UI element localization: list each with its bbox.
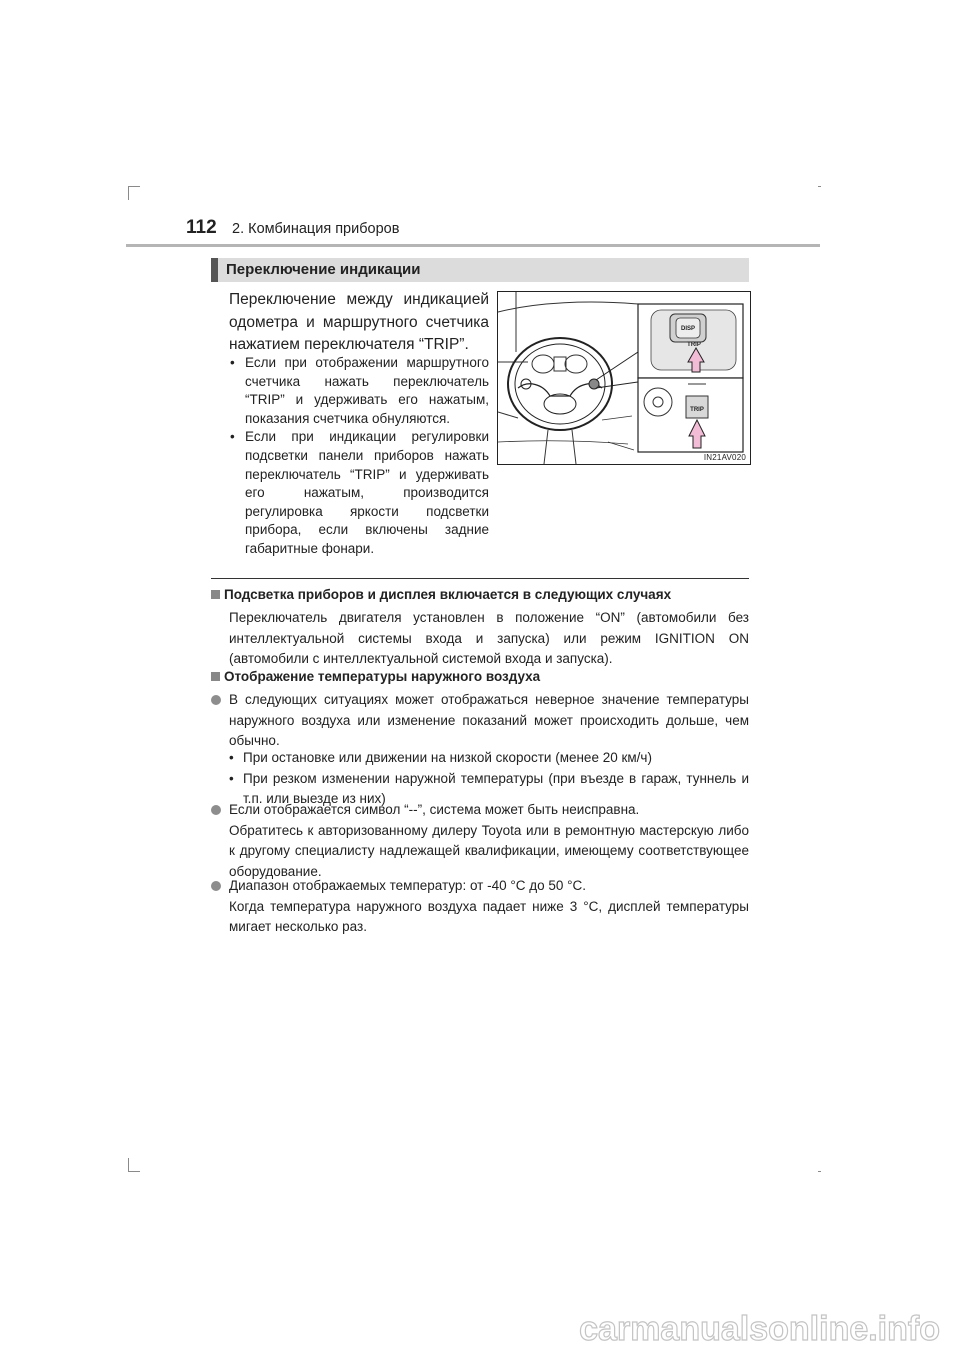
note-heading-text: Подсветка приборов и дисплея включается в следующих случаях xyxy=(224,587,672,602)
bullet-mark: • xyxy=(229,770,234,786)
steering-wheel-illustration xyxy=(497,291,751,465)
header-rule xyxy=(126,244,820,247)
circle-bullet-icon xyxy=(211,881,221,891)
note-point xyxy=(211,800,749,882)
crop-mark-bottom-right xyxy=(818,1171,821,1172)
note-point-text-continued: Когда температура наружного воздуха падает ниже 3 °C, дисплей температуры мигает несколько раз. xyxy=(229,898,749,934)
note-point-text-continued: Обратитесь к авторизованному дилеру Toyota или в ремонтную мастерскую либо к другому специалисту надлежащей квалификации, имеющему соответствующее оборудование. xyxy=(229,822,749,879)
trip-button-label: TRIP xyxy=(687,342,701,348)
section-bullet-list xyxy=(229,354,489,559)
note-point xyxy=(211,876,749,938)
figure-caption: IN21AV020 xyxy=(703,453,746,462)
note-point-text: Диапазон отображаемых температур: от -40 °C до 50 °C. xyxy=(229,878,587,893)
section-heading xyxy=(211,258,749,282)
section-heading-bar xyxy=(211,258,218,282)
crop-mark-bottom-left-h xyxy=(128,1171,140,1172)
page-number: 112 xyxy=(186,217,217,238)
square-bullet-icon xyxy=(211,672,220,681)
square-bullet-icon xyxy=(211,590,220,599)
note-heading-text: Отображение температуры наружного воздуха xyxy=(224,669,541,684)
note-heading-temperature xyxy=(211,669,540,684)
bullet-mark: • xyxy=(230,429,235,445)
list-item-text: Если при отображении маршрутного счетчика нажать переключатель “TRIP” и удерживать его нажатым, показания счетчика обнуляются. xyxy=(245,355,489,426)
circle-bullet-icon xyxy=(211,805,221,815)
circle-bullet-icon xyxy=(211,695,221,705)
bullet-mark: • xyxy=(229,750,234,765)
steering-wheel-drawing xyxy=(498,292,750,464)
list-item xyxy=(229,354,489,428)
watermark xyxy=(0,1310,960,1358)
section-heading-text: Переключение индикации xyxy=(226,261,421,278)
list-item-text: Если при индикации регулировки подсветки панели приборов нажать переключатель “TRIP” и удерживать его нажатым, производится регулировка яркости подсветки прибора, если включены задние габаритные фонари. xyxy=(245,429,489,556)
section-divider xyxy=(211,578,749,579)
list-item-text: При резком изменении наружной температуры (при въезде в гараж, туннель и т.п. или выезде из них) xyxy=(243,770,749,806)
note-heading-backlight xyxy=(211,587,671,602)
crop-mark-top-right xyxy=(818,186,821,187)
note-point-text: В следующих ситуациях может отображаться неверное значение температуры наружного воздуха или изменение показаний может происходить дольше, чем обычно. xyxy=(229,692,749,748)
chapter-title: 2. Комбинация приборов xyxy=(232,221,400,237)
crop-mark-bottom-left-v xyxy=(128,1158,129,1172)
crop-mark-top-left-v xyxy=(128,186,129,200)
list-item-text: При остановке или движении на низкой скорости (менее 20 км/ч) xyxy=(243,750,652,765)
watermark-text: carmanualsonline.info xyxy=(579,1310,940,1348)
trip-button-lower-label: TRIP xyxy=(690,407,704,413)
list-item xyxy=(229,428,489,558)
list-item xyxy=(229,748,749,769)
note-paragraph-backlight: Переключатель двигателя установлен в положение “ON” (автомобили без интеллектуальной системы входа и запуска) или режим IGNITION ON (автомобили с интеллектуальной системой входа и запуска). xyxy=(229,610,749,666)
section-intro: Переключение между индикацией одометра и маршрутного счетчика нажатием переключателя “TRIP”. xyxy=(229,291,489,353)
note-point xyxy=(211,690,749,752)
disp-button-label: DISP xyxy=(680,326,696,332)
crop-mark-top-left-h xyxy=(128,186,140,187)
note-point-text: Если отображается символ “--”, система может быть неисправна. xyxy=(229,802,640,817)
bullet-mark: • xyxy=(230,355,235,370)
